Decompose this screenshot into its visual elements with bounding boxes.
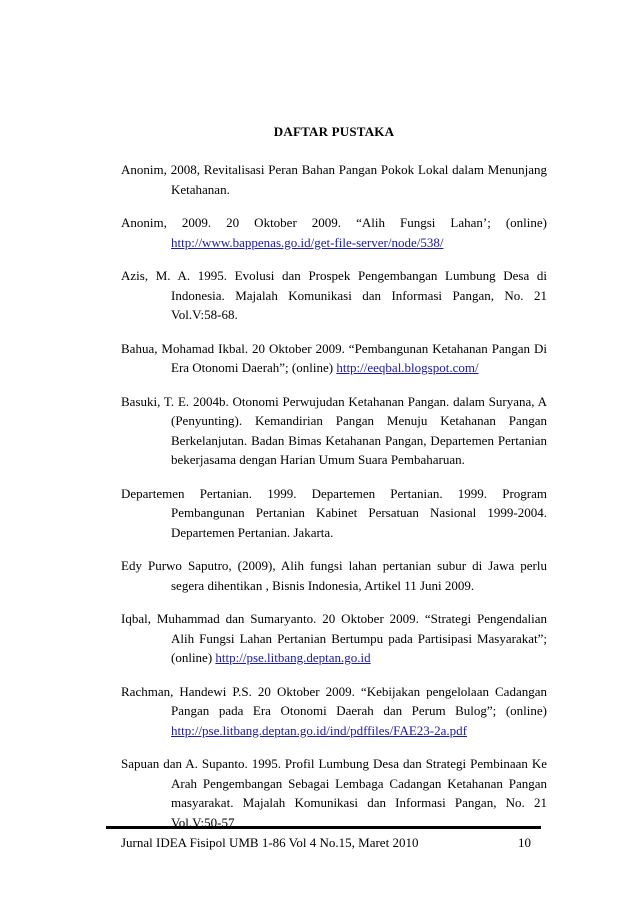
reference-link[interactable]: http://pse.litbang.deptan.go.id/ind/pdffiles/FAE23-2a.pdf [171,722,467,738]
reference-item [121,682,547,741]
reference-link[interactable]: http://pse.litbang.deptan.go.id [215,650,371,665]
reference-text: Anonim, 2009. 20 Oktober 2009. “Alih Fungsi Lahan’; (online) [121,215,547,230]
reference-text: Departemen Pertanian. 1999. Departemen Pertanian. 1999. Program Pembangunan Pertanian Kabinet Persatuan Nasional 1999-2004. Departemen Pertanian. Jakarta. [121,485,547,540]
reference-text: Rachman, Handewi P.S. 20 Oktober 2009. “Kebijakan pengelolaan Cadangan Pangan pada Era Otonomi Daerah dan Perum Bulog”; (online) [121,683,547,718]
reference-item [121,160,547,199]
reference-text: Iqbal, Muhammad dan Sumaryanto. 20 Oktober 2009. “Strategi Pengendalian Alih Fungsi Lahan Pertanian Bertumpu pada Partisipasi Masyarakat”; (online) [121,611,547,665]
reference-text: Bahua, Mohamad Ikbal. 20 Oktober 2009. “Pembangunan Ketahanan Pangan Di Era Otonomi Daerah”; (online) [121,340,547,375]
reference-text: Edy Purwo Saputro, (2009), Alih fungsi lahan pertanian subur di Jawa perlu segera dihentikan , Bisnis Indonesia, Artikel 11 Juni 2009. [121,558,547,593]
reference-item [121,266,547,325]
reference-text: Azis, M. A. 1995. Evolusi dan Prospek Pengembangan Lumbung Desa di Indonesia. Majalah Komunikasi dan Informasi Pangan, No. 21 Vol.V:58-68. [121,268,547,322]
page-number: 10 [518,835,531,850]
footer-journal-citation: Jurnal IDEA Fisipol UMB 1-86 Vol 4 No.15, Maret 2010 [121,835,419,850]
reference-item [121,392,547,470]
reference-text: Sapuan dan A. Supanto. 1995. Profil Lumbung Desa dan Strategi Pembinaan Ke Arah Pengembangan Sebagai Lembaga Cadangan Ketahanan Pangan masyarakat. Majalah Komunikasi dan Informasi Pangan, No. 21 Vol.V:50-57 [121,756,547,830]
reference-item [121,556,547,595]
reference-item [121,609,547,668]
reference-link[interactable]: http://www.bappenas.go.id/get-file-server/node/538/ [171,234,444,250]
reference-item [121,754,547,832]
reference-text: Basuki, T. E. 2004b. Otonomi Perwujudan Ketahanan Pangan. dalam Suryana, A (Penyunting). Kemandirian Pangan Menuju Ketahanan Pangan Berkelanjutan. Badan Bimas Ketahanan Pangan, Departemen Pertanian bekerjasama dengan Harian Umum Suara Pembaharuan. [121,393,547,467]
reference-link[interactable]: http://eeqbal.blogspot.com/ [336,360,479,375]
page-title-text: DAFTAR PUSTAKA [273,124,395,139]
page-title [0,124,638,140]
reference-text: Anonim, 2008, Revitalisasi Peran Bahan Pangan Pokok Lokal dalam Menunjang Ketahanan. [121,162,547,197]
footer-divider [106,826,541,829]
reference-list [121,160,547,846]
reference-item [121,339,547,378]
reference-item [121,213,547,252]
reference-item [121,484,547,543]
